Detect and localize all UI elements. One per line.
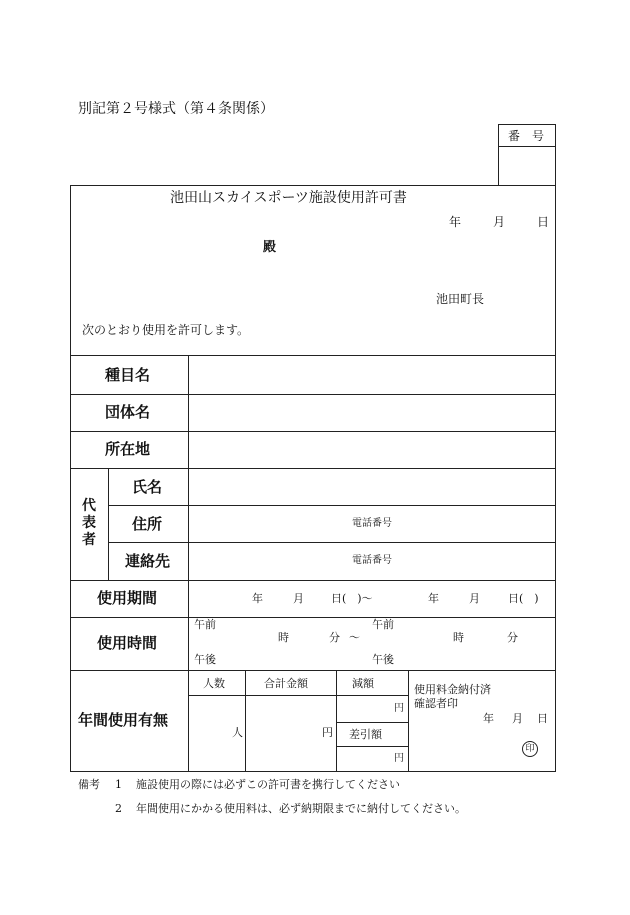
payment-day: 日 xyxy=(537,712,548,725)
payment-confirmed: 使用料金納付済 xyxy=(414,683,491,696)
grid-line xyxy=(108,505,556,506)
time-hour: 時 xyxy=(278,631,289,644)
grid-line xyxy=(408,670,409,772)
rep-address-phone-label: 電話番号 xyxy=(352,518,392,529)
group-name-label: 団体名 xyxy=(105,403,151,421)
grid-line xyxy=(245,670,246,772)
grid-line xyxy=(336,722,408,723)
rep-contact-label: 連絡先 xyxy=(125,552,171,570)
note-1-text: 施設使用の際には必ずこの許可書を携行してください xyxy=(136,778,400,791)
period-end-day: 日( ) xyxy=(508,592,539,605)
grid-line xyxy=(70,394,556,395)
grid-line xyxy=(70,580,556,581)
people-header: 人数 xyxy=(203,677,225,690)
period-end-month: 月 xyxy=(469,592,480,605)
grid-line xyxy=(336,670,337,772)
period-end-year: 年 xyxy=(428,592,439,605)
issuer: 池田町長 xyxy=(436,292,485,306)
grid-line xyxy=(70,617,556,618)
people-unit: 人 xyxy=(232,726,243,739)
time-am-end: 午前 xyxy=(372,618,394,631)
grid-line xyxy=(70,468,556,469)
grid-line xyxy=(336,746,408,747)
period-start-day: 日( )〜 xyxy=(331,592,373,605)
time-am: 午前 xyxy=(194,618,216,631)
representative-label-2: 表 xyxy=(82,515,96,531)
reduction-yen-unit: 円 xyxy=(394,703,404,714)
difference-yen-unit: 円 xyxy=(394,753,404,764)
period-label: 使用期間 xyxy=(97,589,158,607)
period-start-month: 月 xyxy=(293,592,304,605)
representative-label-3: 者 xyxy=(82,532,96,548)
seal-icon: 印 xyxy=(522,741,538,757)
total-yen-unit: 円 xyxy=(322,726,333,739)
time-pm-end: 午後 xyxy=(372,653,394,666)
event-name-label: 種目名 xyxy=(105,366,151,384)
addressee: 殿 xyxy=(263,240,277,255)
date-day: 日 xyxy=(537,215,550,229)
note-2-number: 2 xyxy=(115,802,122,815)
time-minute-end: 分 xyxy=(507,631,518,644)
payment-year: 年 xyxy=(483,712,494,725)
rep-address-label: 住所 xyxy=(132,515,163,533)
grid-line xyxy=(70,670,556,671)
annual-label: 年間使用有無 xyxy=(78,711,169,729)
time-hour-end: 時 xyxy=(453,631,464,644)
reduction-header: 減額 xyxy=(352,677,374,690)
representative-label-1: 代 xyxy=(82,498,96,514)
rep-contact-phone-label: 電話番号 xyxy=(352,555,392,566)
payment-month: 月 xyxy=(512,712,523,725)
grid-line xyxy=(70,431,556,432)
time-pm: 午後 xyxy=(194,653,216,666)
total-header: 合計金額 xyxy=(264,677,308,690)
note-2-text: 年間使用にかかる使用料は、必ず納期限までに納付してください。 xyxy=(136,802,466,815)
time-label: 使用時間 xyxy=(97,634,158,652)
number-label: 番 号 xyxy=(508,129,545,143)
payment-confirmer-seal: 確認者印 xyxy=(414,697,458,710)
form-reference: 別記第２号様式（第４条関係） xyxy=(78,101,274,117)
representative-divider xyxy=(108,468,109,580)
grid-line xyxy=(70,355,556,356)
time-minute: 分 xyxy=(329,631,340,644)
period-start-year: 年 xyxy=(252,592,263,605)
rep-name-label: 氏名 xyxy=(132,478,163,496)
date-year: 年 xyxy=(449,215,462,229)
time-tilde: 〜 xyxy=(349,631,360,644)
note-1-number: 1 xyxy=(115,778,122,791)
number-box-divider xyxy=(498,146,556,147)
permit-statement: 次のとおり使用を許可します。 xyxy=(82,323,250,337)
label-column-divider xyxy=(188,355,189,772)
difference-label: 差引額 xyxy=(349,728,382,741)
date-month: 月 xyxy=(493,215,506,229)
grid-line xyxy=(108,542,556,543)
notes-label: 備考 xyxy=(78,778,100,791)
grid-line xyxy=(188,695,408,696)
permit-title: 池田山スカイスポーツ施設使用許可書 xyxy=(170,190,407,206)
location-label: 所在地 xyxy=(105,440,151,458)
